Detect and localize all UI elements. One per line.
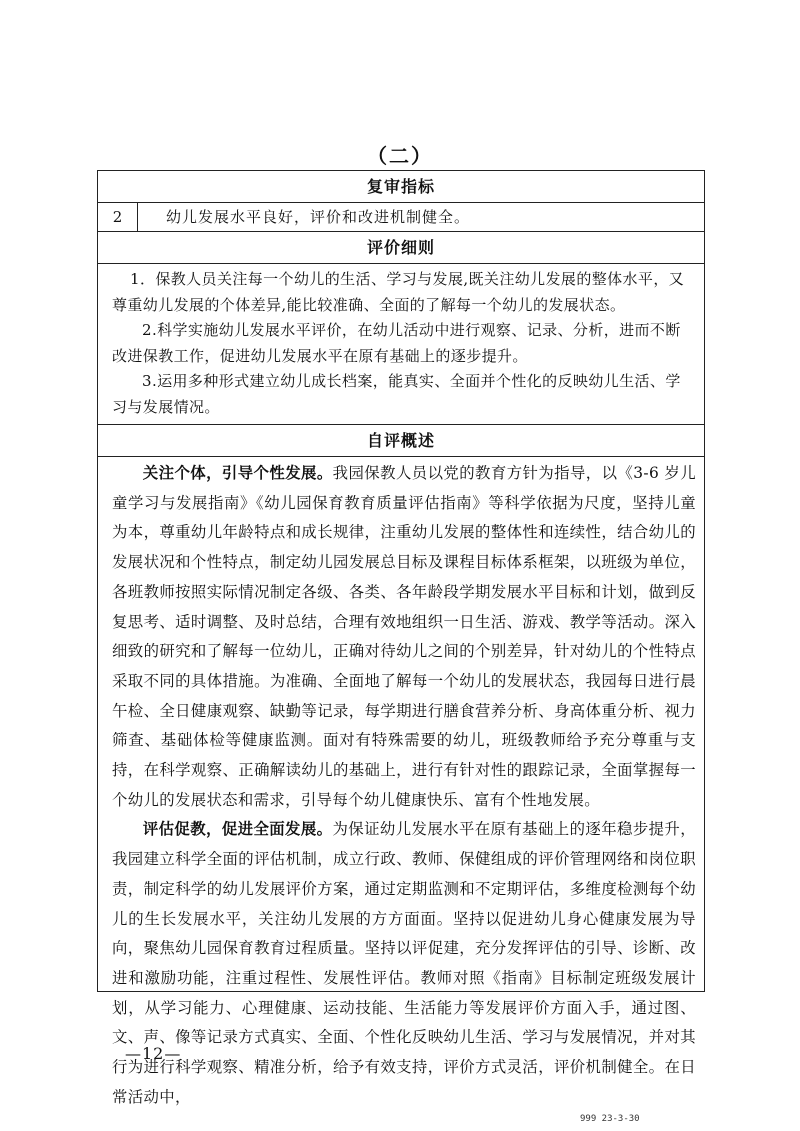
paragraph-2-lead: 评估促教，促进全面发展。	[142, 820, 333, 839]
self-eval-paragraph-2	[112, 815, 696, 1112]
paragraph-1-body: 我园保教人员以党的教育方针为指导，以《3-6 岁儿童学习与发展指南》《幼儿园保育教育质量评估指南》等科学依据为尺度，坚持儿童为本，尊重幼儿年龄特点和成长规律，注重幼儿发展的整体性和连续性，结合幼儿的发展状况和个性特点，制定幼儿园发展总目标及课程目标体系框架，以班级为单位，各班教师按照实际情况制定各级、各类、各年龄段学期发展水平目标和计划，做到反复思考、适时调整、及时总结，合理有效地组织一日生活、游戏、教学等活动。深入细致的研究和了解每一位幼儿，正确对待幼儿之间的个别差异，针对幼儿的个性特点采取不同的具体措施。为准确、全面地了解每一个幼儿的发展状态，我园每日进行晨午检、全日健康观察、缺勤等记录，每学期进行膳食营养分析、身高体重分析、视力筛查、基础体检等健康监测。面对有特殊需要的幼儿，班级教师给予充分尊重与支持，在科学观察、正确解读幼儿的基础上，进行有针对性的跟踪记录，全面掌握每一个幼儿的发展状态和需求，引导每个幼儿健康快乐、富有个性地发展。	[112, 464, 696, 809]
paragraph-1-lead: 关注个体，引导个性发展。	[142, 464, 333, 482]
page-number: —12—	[125, 1044, 182, 1063]
page-heading: （二）	[367, 144, 433, 168]
criteria-body	[98, 264, 704, 425]
self-eval-paragraph-1	[112, 459, 696, 815]
criteria-header: 评价细则	[98, 232, 704, 264]
paragraph-2-body: 为保证幼儿发展水平在原有基础上的逐年稳步提升，我园建立科学全面的评估机制，成立行政、教师、保健组成的评价管理网络和岗位职责，制定科学的幼儿发展评价方案，通过定期监测和不定期评估，多维度检测每个幼儿的生长发展水平，关注幼儿发展的方方面面。坚持以促进幼儿身心健康发展为导向，聚焦幼儿园保育教育过程质量。坚持以评促建，充分发挥评估的引导、诊断、改进和激励功能，注重过程性、发展性评估。教师对照《指南》目标制定班级发展计划，从学习能力、心理健康、运动技能、生活能力等发展评价方面入手，通过图、文、声、像等记录方式真实、全面、个性化反映幼儿生活、学习与发展情况，并对其行为进行科学观察、精准分析，给予有效支持，评价方式灵活，评价机制健全。在日常活动中，	[112, 820, 696, 1106]
criteria-item-3: 3.运用多种形式建立幼儿成长档案，能真实、全面并个性化的反映幼儿生活、学习与发展情况。	[112, 372, 681, 416]
self-eval-header: 自评概述	[98, 425, 704, 457]
indicator-text: 幼儿发展水平良好，评价和改进机制健全。	[166, 208, 471, 226]
review-indicator-header: 复审指标	[98, 171, 704, 203]
self-eval-body	[98, 457, 704, 1112]
print-stamp: 999 23-3-30	[580, 1114, 640, 1124]
indicator-row	[98, 203, 704, 232]
indicator-number: 2	[98, 203, 138, 231]
criteria-item-2: 2.科学实施幼儿发展水平评价，在幼儿活动中进行观察、记录、分析，进而不断改进保教工作，促进幼儿发展水平在原有基础上的逐步提升。	[112, 321, 681, 365]
criteria-item-1: 1．保教人员关注每一个幼儿的生活、学习与发展,既关注幼儿发展的整体水平，又尊重幼儿发展的个体差异,能比较准确、全面的了解每一个幼儿的发展状态。	[112, 270, 685, 314]
